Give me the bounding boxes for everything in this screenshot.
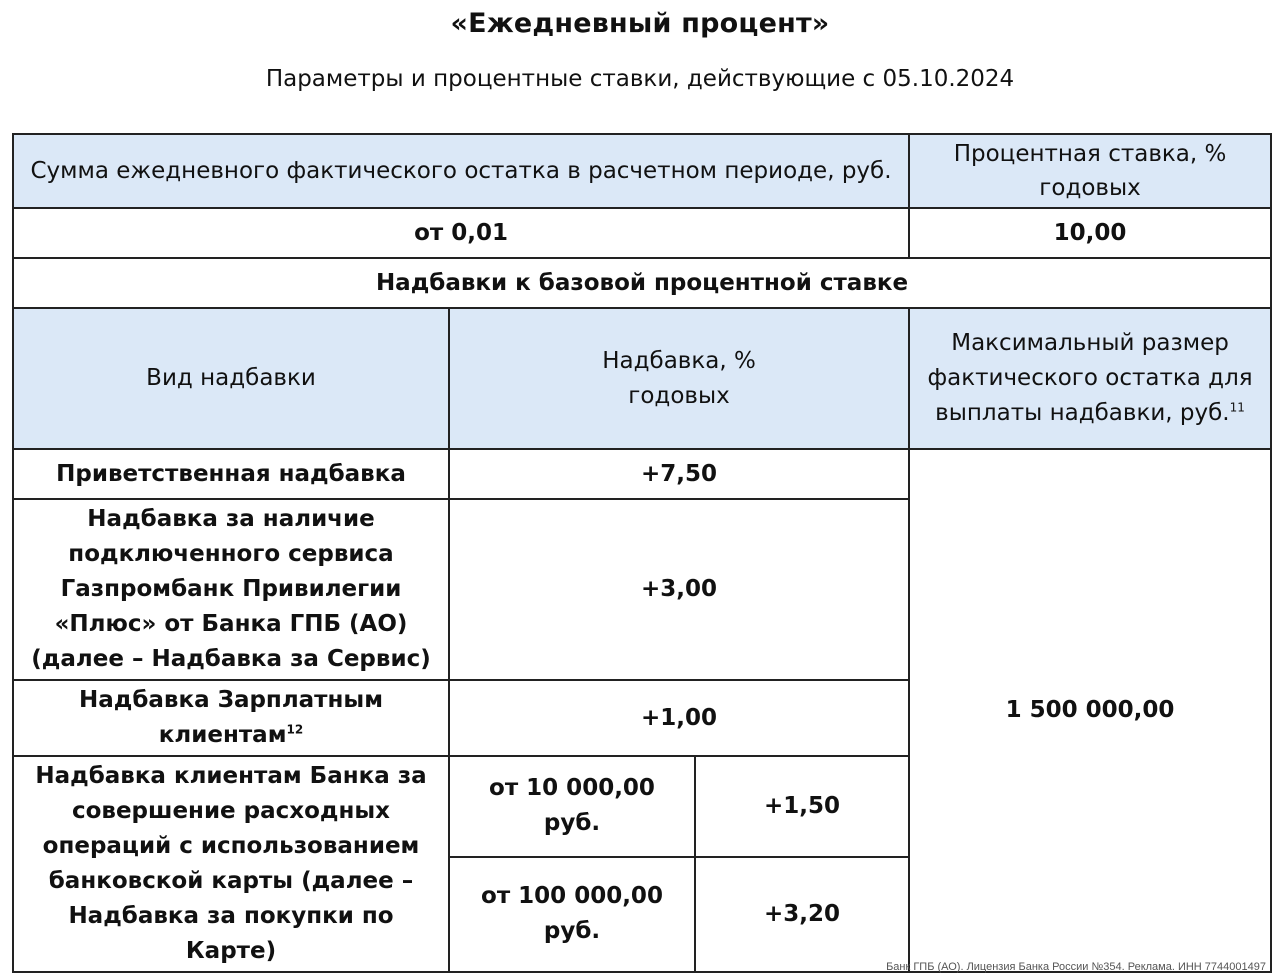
surcharges-title-row bbox=[13, 258, 1271, 308]
header-rate-text: Процентная ставка, % годовых bbox=[953, 141, 1227, 201]
base-amount-cell bbox=[13, 208, 909, 258]
page-title: «Ежедневный процент» bbox=[450, 8, 830, 39]
table-header-row bbox=[13, 134, 1271, 208]
card-label: Надбавка клиентам Банка за совершение расходных операций с использованием банковской карты (далее – Надбавка за покупки по Карте) bbox=[35, 763, 427, 964]
surcharges-title-cell bbox=[13, 258, 1271, 308]
table-row bbox=[13, 449, 1271, 499]
card-tier2-value-cell bbox=[695, 857, 909, 972]
card-tier1-value-cell bbox=[695, 756, 909, 857]
col-type-text: Вид надбавки bbox=[146, 365, 316, 391]
header-amount-cell bbox=[13, 134, 909, 208]
col-max-cell bbox=[909, 308, 1271, 449]
col-type-cell bbox=[13, 308, 449, 449]
service-label: Надбавка за наличие подключенного сервиса Газпромбанк Привилегии «Плюс» от Банка ГПБ (АО) (далее – Надбавка за Сервис) bbox=[31, 506, 431, 672]
service-value-cell bbox=[449, 499, 909, 680]
card-tier2-threshold-cell bbox=[449, 857, 695, 972]
surcharges-title-text: Надбавки к базовой процентной ставке bbox=[375, 269, 909, 296]
card-tier1-threshold: от 10 000,00 руб. bbox=[489, 775, 655, 837]
card-tier1-value: +1,50 bbox=[764, 792, 841, 819]
base-amount-text: от 0,01 bbox=[414, 219, 508, 246]
salary-footnote: 12 bbox=[286, 722, 304, 737]
salary-value-cell bbox=[449, 680, 909, 756]
col-max-text: Максимальный размер фактического остатка для выплаты надбавки, руб. bbox=[927, 330, 1253, 426]
card-label-cell bbox=[13, 756, 449, 972]
welcome-label-cell bbox=[13, 449, 449, 499]
col-max-footnote: 11 bbox=[1229, 400, 1245, 415]
col-surcharge-text: Надбавка, % годовых bbox=[602, 347, 756, 409]
salary-label-cell bbox=[13, 680, 449, 756]
base-rate-row bbox=[13, 208, 1271, 258]
max-value-cell bbox=[909, 449, 1271, 972]
header-amount-text: Сумма ежедневного фактического остатка в расчетном периоде, руб. bbox=[30, 158, 892, 184]
base-rate-text: 10,00 bbox=[1053, 219, 1127, 246]
salary-value: +1,00 bbox=[641, 704, 718, 731]
welcome-value-cell bbox=[449, 449, 909, 499]
service-label-cell bbox=[13, 499, 449, 680]
max-value: 1 500 000,00 bbox=[1005, 697, 1175, 723]
service-value: +3,00 bbox=[641, 576, 718, 602]
welcome-label: Приветственная надбавка bbox=[56, 460, 406, 487]
welcome-value: +7,50 bbox=[641, 460, 718, 487]
base-rate-cell bbox=[909, 208, 1271, 258]
salary-label: Надбавка Зарплатным клиентам bbox=[78, 687, 384, 748]
header-rate-cell bbox=[909, 134, 1271, 208]
col-surcharge-cell bbox=[449, 308, 909, 449]
footer-disclaimer: Банк ГПБ (АО). Лицензия Банка России №354. Реклама. ИНН 7744001497 bbox=[886, 961, 1266, 973]
card-tier1-threshold-cell bbox=[449, 756, 695, 857]
rates-table bbox=[12, 133, 1272, 973]
page-subtitle: Параметры и процентные ставки, действующие с 05.10.2024 bbox=[265, 66, 1015, 92]
surcharges-header-row bbox=[13, 308, 1271, 449]
card-tier2-threshold: от 100 000,00 руб. bbox=[481, 883, 663, 945]
card-tier2-value: +3,20 bbox=[764, 900, 841, 927]
